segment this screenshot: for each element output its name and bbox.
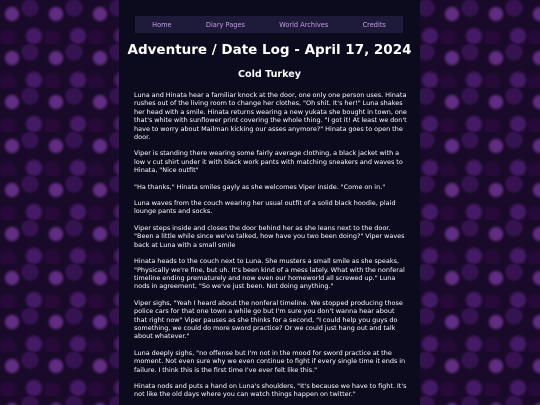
entry-paragraph: Luna and Hinata hear a familiar knock at the door, one only one person uses. Hinata rushes out of the living room to change her clothes, "Oh shit. It's her!" Luna shakes her head with a smile. Hinata returns wearing a new yukata she bought in town, one that's white with sunflower print covering the whole thing. "I got it! At least we don't have to worry about Mailman kicking our asses anymore?" Hinata goes to open the door. (134, 91, 407, 142)
entry-paragraph: Hinata heads to the couch next to Luna. She musters a small smile as she speaks, "Physically we're fine, but uh. It's been kind of a mess lately. What with the nonferal timeline ending prematurely and now even our homeworld all screwed up." Luna nods in agreement, "So we've just been. Not doing anything." (134, 257, 405, 291)
entry-paragraph: Luna waves from the couch wearing her usual outfit of a solid black hoodie, plaid lounge pants and socks. (134, 199, 396, 216)
entry-paragraph: Viper is standing there wearing some fairly average clothing, a black jacket with a low v cut shirt under it with black work pants with matching sneakers and waves to Hinata, "Nice outfit" (134, 149, 403, 175)
entry-paragraph: Viper steps inside and closes the door behind her as she leans next to the door. "Been a little while since we've talked, how have you two been doing?" Viper waves back at Luna with a small smile (134, 223, 405, 249)
nav-link-credits[interactable]: Credits (362, 20, 386, 29)
nav-link-world-archives[interactable]: World Archives (279, 20, 329, 29)
nav-link-home[interactable]: Home (152, 20, 172, 29)
entry-paragraph: "Ha thanks," Hinata smiles gayly as she welcomes Viper inside. "Come on in." (134, 182, 386, 191)
entry-paragraph: Viper sighs, "Yeah I heard about the nonferal timeline. We stopped producing those police cars for that one town a while go but I'm sure you don't wanna hear about that right now" Viper pauses as she thinks for a second, "I could help you guys do something, we could do more sword practice? Or we could just hang out and talk about whatever." (134, 298, 403, 341)
entry-title: Cold Turkey (237, 69, 302, 80)
top-navigation-bar (135, 16, 403, 33)
entry-paragraph: Luna deeply sighs, "no offense but I'm not in the mood for sword practice at the moment. Not even sure why we even continue to fight if every single time it ends in failure. I think this is the first time I've ever felt like this." (134, 348, 406, 374)
entry-content (134, 91, 407, 405)
page-container (119, 0, 420, 405)
page-title: Adventure / Date Log - April 17, 2024 (127, 42, 412, 58)
entry-paragraph: Hinata nods and puts a hand on Luna's shoulders, "It's because we have to fight. It's not like the old days where you can watch things happen on twitter." (134, 381, 407, 399)
nav-link-diary-pages[interactable]: Diary Pages (205, 20, 245, 29)
